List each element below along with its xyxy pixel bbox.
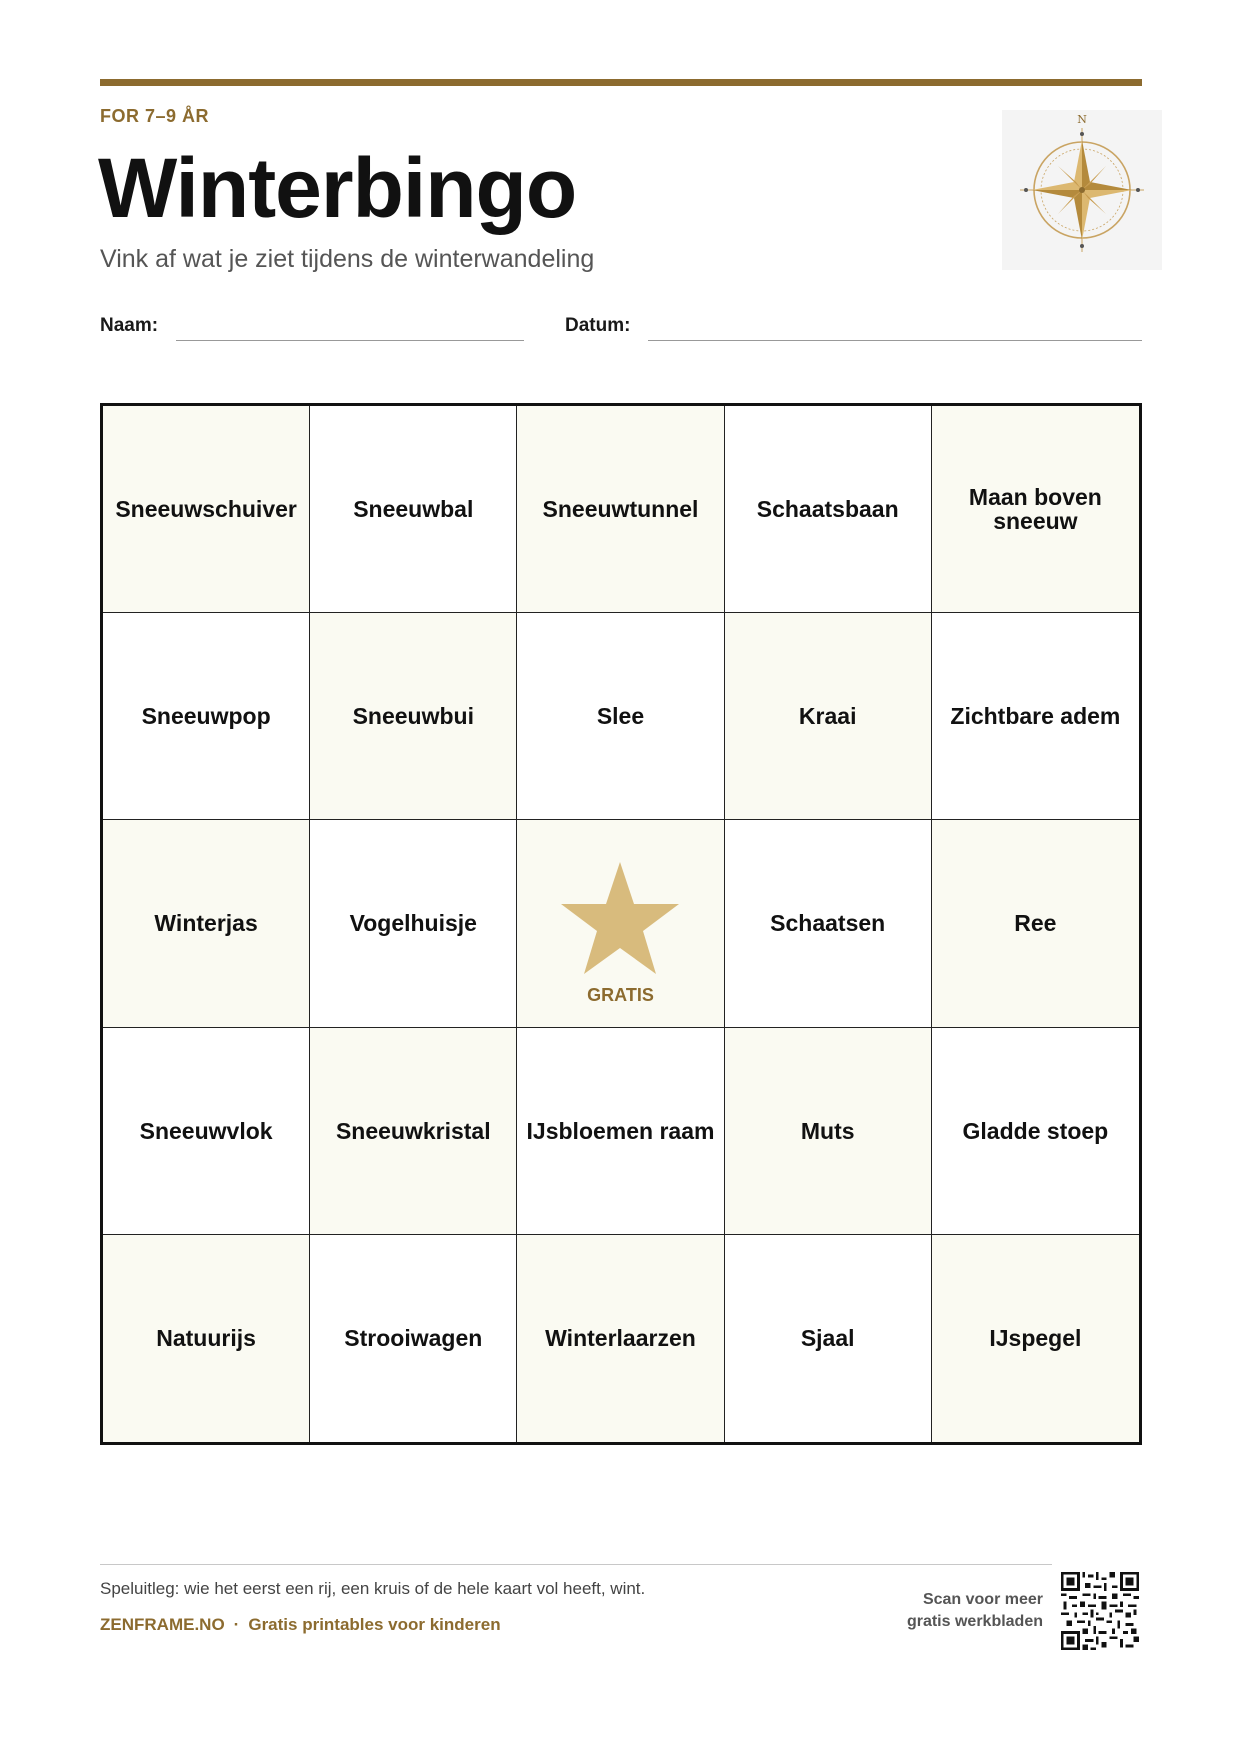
date-field[interactable] (648, 340, 1142, 341)
bingo-cell[interactable]: Maan boven sneeuw (932, 406, 1139, 613)
date-label: Datum: (565, 315, 631, 336)
brand-name[interactable]: ZENFRAME.NO (100, 1615, 225, 1634)
brand-separator: · (233, 1615, 240, 1634)
brand-tagline: Gratis printables voor kinderen (248, 1615, 501, 1634)
bingo-cell[interactable]: Ree (932, 820, 1139, 1027)
age-label: FOR 7–9 ÅR (100, 106, 210, 126)
name-label: Naam: (100, 315, 159, 336)
bingo-cell[interactable]: Sneeuwtunnel (517, 406, 724, 613)
scan-note-line-2: gratis werkbladen (906, 1613, 1043, 1631)
star-icon (559, 860, 681, 976)
bingo-cell[interactable]: IJspegel (932, 1235, 1139, 1442)
qr-code-icon[interactable] (1061, 1572, 1139, 1650)
footer-brand-line (100, 1615, 501, 1635)
bingo-cell[interactable]: Sneeuwvlok (103, 1028, 310, 1235)
bingo-cell[interactable]: Sneeuwschuiver (103, 406, 310, 613)
game-rules: Speluitleg: wie het eerst een rij, een kruis of de hele kaart vol heeft, wint. (100, 1579, 646, 1598)
bingo-cell[interactable]: Winterjas (103, 820, 310, 1027)
bingo-cell[interactable]: Kraai (725, 613, 932, 820)
bingo-cell[interactable]: Natuurijs (103, 1235, 310, 1442)
compass-north-label: N (1077, 113, 1087, 126)
name-field[interactable] (176, 340, 524, 341)
compass-rose-icon (1002, 110, 1162, 270)
scan-note-line-1: Scan voor meer (922, 1591, 1043, 1608)
bingo-cell[interactable]: Gladde stoep (932, 1028, 1139, 1235)
footer-divider (100, 1564, 1052, 1565)
bingo-cell[interactable]: Sjaal (725, 1235, 932, 1442)
page-title: Winterbingo (98, 141, 577, 235)
free-space-label: GRATIS (587, 985, 654, 1006)
free-space-cell[interactable] (517, 820, 724, 1027)
bingo-cell[interactable]: Slee (517, 613, 724, 820)
bingo-cell[interactable]: Zichtbare adem (932, 613, 1139, 820)
page-subtitle: Vink af wat je ziet tijdens de winterwandeling (100, 245, 595, 273)
bingo-cell[interactable]: Strooiwagen (310, 1235, 517, 1442)
bingo-cell[interactable]: Vogelhuisje (310, 820, 517, 1027)
bingo-cell[interactable]: Muts (725, 1028, 932, 1235)
scan-note (907, 1589, 1043, 1634)
bingo-cell[interactable]: Schaatsen (725, 820, 932, 1027)
bingo-cell[interactable]: Sneeuwpop (103, 613, 310, 820)
bingo-cell[interactable]: Winterlaarzen (517, 1235, 724, 1442)
bingo-card (100, 403, 1142, 1445)
bingo-cell[interactable]: IJsbloemen raam (517, 1028, 724, 1235)
bingo-cell[interactable]: Schaatsbaan (725, 406, 932, 613)
top-rule (100, 79, 1142, 86)
bingo-cell[interactable]: Sneeuwkristal (310, 1028, 517, 1235)
bingo-cell[interactable]: Sneeuwbui (310, 613, 517, 820)
bingo-cell[interactable]: Sneeuwbal (310, 406, 517, 613)
